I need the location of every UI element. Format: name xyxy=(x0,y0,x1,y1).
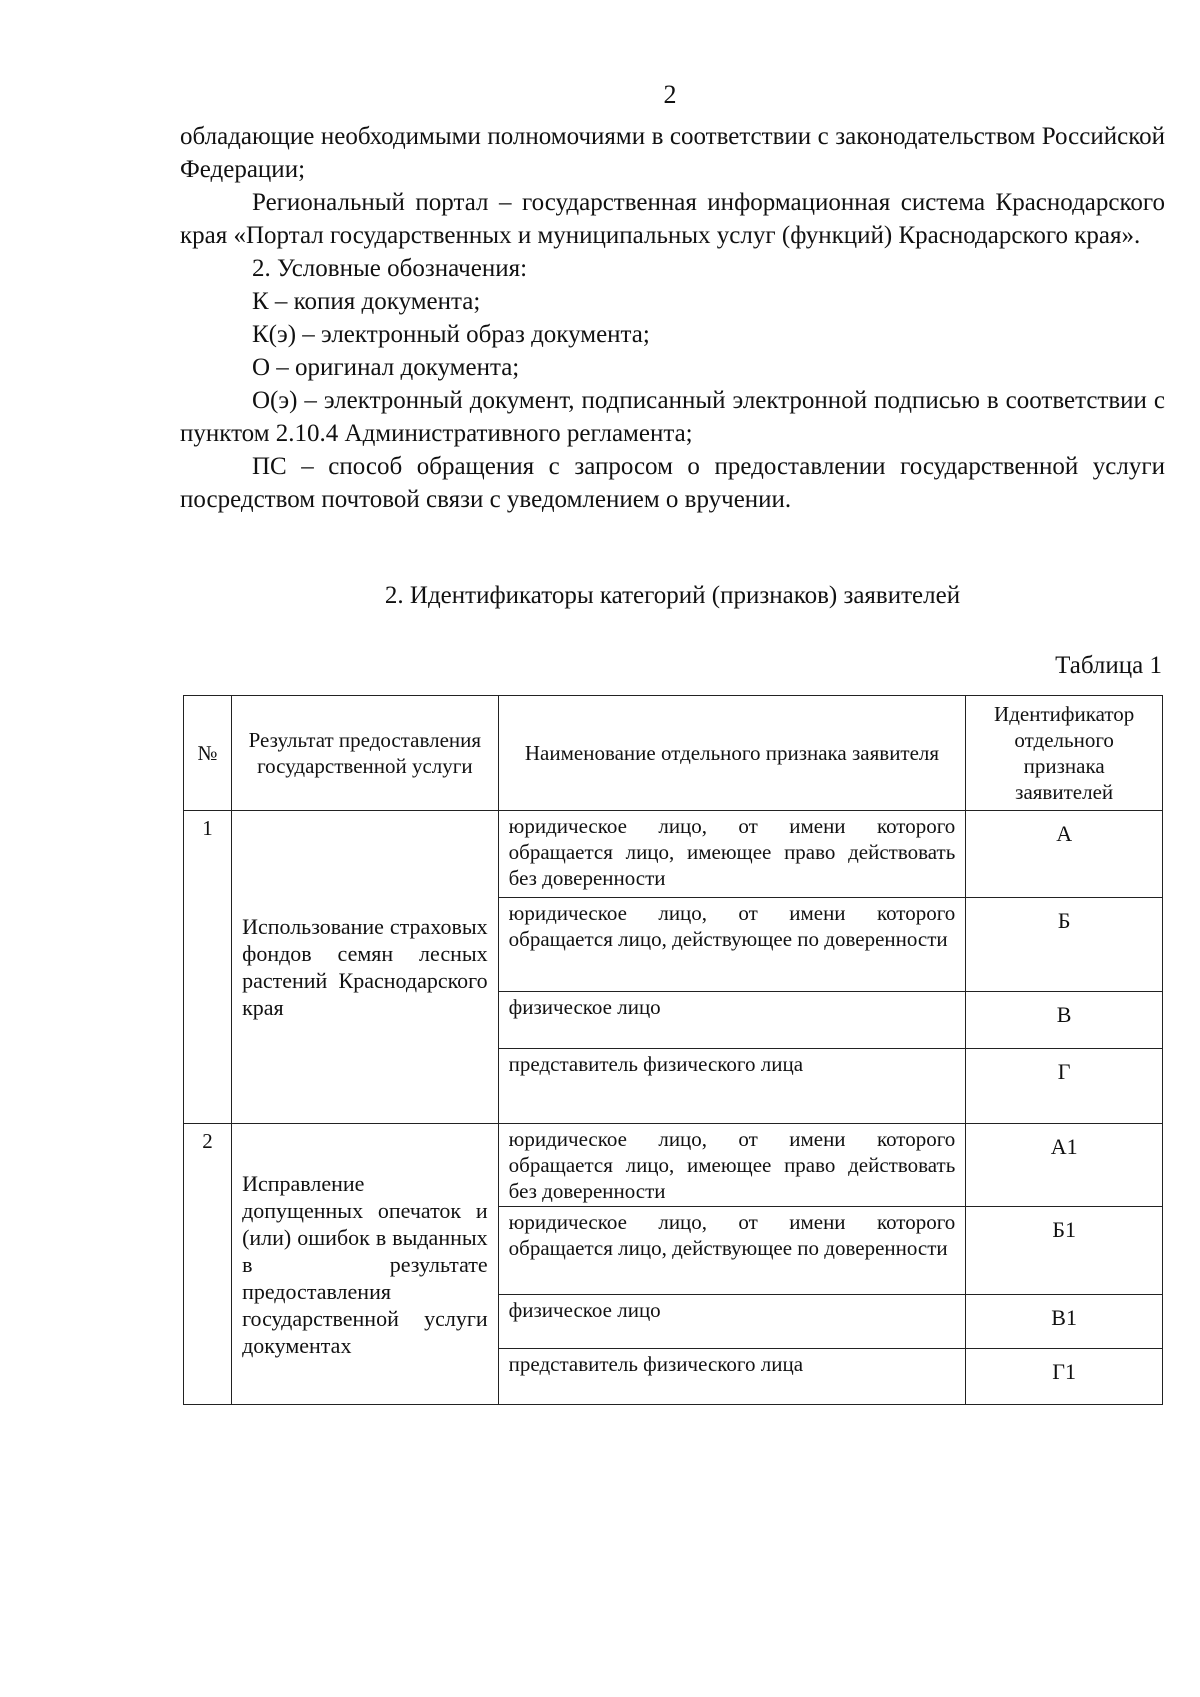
paragraph: О – оригинал документа; xyxy=(252,354,520,381)
table-caption: Таблица 1 xyxy=(1055,652,1162,679)
sign-cell: юридическое лицо, от имени которого обращается лицо, действующее по доверенности xyxy=(498,1207,966,1295)
header-sign: Наименование отдельного признака заявителя xyxy=(498,696,966,811)
header-number: № xyxy=(184,696,232,811)
paragraph: 2. Условные обозначения: xyxy=(252,255,528,282)
header-result: Результат предоставления государственной услуги xyxy=(232,696,499,811)
paragraph: ПС – способ обращения с запросом о предоставлении государственной услуги посредством почтовой связи с уведомлением о вручении. xyxy=(180,453,1165,513)
header-identifier: Идентификатор отдельного признака заявителей xyxy=(966,696,1163,811)
row-number: 1 xyxy=(184,811,232,1124)
row-number: 2 xyxy=(184,1124,232,1405)
sign-cell: юридическое лицо, от имени которого обращается лицо, действующее по доверенности xyxy=(498,898,966,992)
table-row xyxy=(184,811,1163,898)
paragraph: К(э) – электронный образ документа; xyxy=(252,321,650,348)
sign-cell: юридическое лицо, от имени которого обращается лицо, имеющее право действовать без доверенности xyxy=(498,811,966,898)
sign-cell: физическое лицо xyxy=(498,992,966,1049)
identifier-cell: Б xyxy=(966,898,1163,992)
result-cell: Исправление допущенных опечаток и (или) ошибок в выданных в результате предоставления государственной услуги документах xyxy=(232,1124,499,1405)
sign-cell: представитель физического лица xyxy=(498,1349,966,1405)
table-row xyxy=(184,1124,1163,1207)
sign-cell: физическое лицо xyxy=(498,1295,966,1349)
paragraph: К – копия документа; xyxy=(252,288,481,315)
paragraph: Региональный портал – государственная информационная система Краснодарского края «Портал государственных и муниципальных услуг (функций) Краснодарского края». xyxy=(180,189,1165,249)
sign-cell: представитель физического лица xyxy=(498,1049,966,1124)
identifier-cell: Г xyxy=(966,1049,1163,1124)
result-cell: Использование страховых фондов семян лесных растений Краснодарского края xyxy=(232,811,499,1124)
page-number: 2 xyxy=(663,80,677,109)
identifier-cell: А1 xyxy=(966,1124,1163,1207)
identifier-cell: Б1 xyxy=(966,1207,1163,1295)
table-header-row xyxy=(184,696,1163,811)
identifier-cell: Г1 xyxy=(966,1349,1163,1405)
section-title: 2. Идентификаторы категорий (признаков) заявителей xyxy=(384,582,961,609)
applicant-identifiers-table xyxy=(183,695,1163,1405)
identifier-cell: В1 xyxy=(966,1295,1163,1349)
body-text xyxy=(180,120,1165,516)
identifier-cell: В xyxy=(966,992,1163,1049)
paragraph: О(э) – электронный документ, подписанный электронной подписью в соответствии с пунктом 2.10.4 Административного регламента; xyxy=(180,387,1165,447)
sign-cell: юридическое лицо, от имени которого обращается лицо, имеющее право действовать без доверенности xyxy=(498,1124,966,1207)
identifier-cell: А xyxy=(966,811,1163,898)
paragraph: обладающие необходимыми полномочиями в соответствии с законодательством Российской Федерации; xyxy=(180,123,1165,183)
